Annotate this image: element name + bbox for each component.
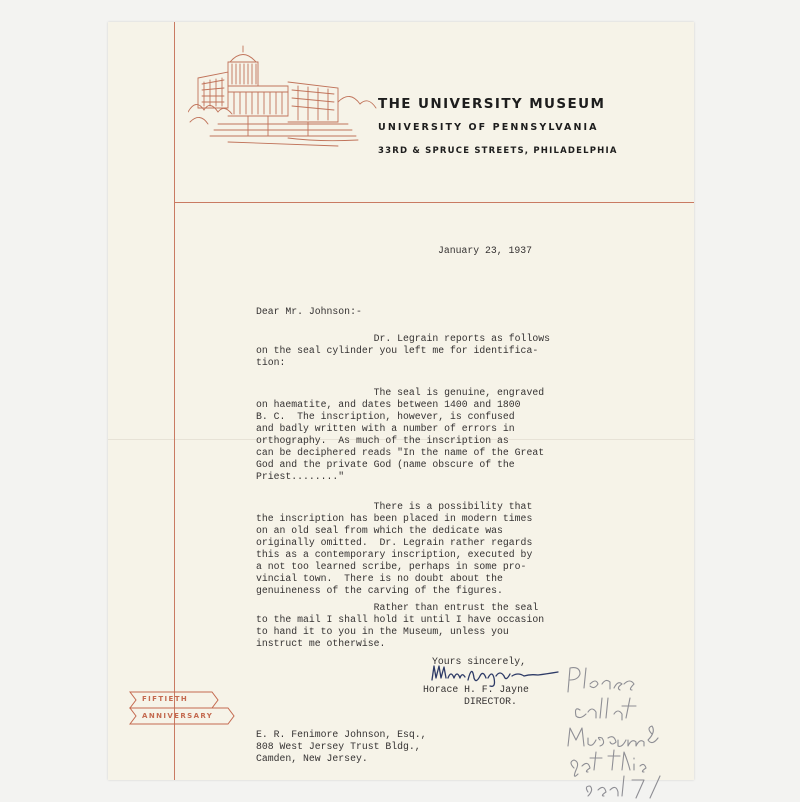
museum-name: THE UNIVERSITY MUSEUM: [378, 96, 606, 112]
letterhead-rule: [174, 202, 694, 203]
recipient-address: E. R. Fenimore Johnson, Esq., 808 West Jersey Trust Bldg., Camden, New Jersey.: [256, 729, 427, 764]
anniversary-badge: [122, 690, 240, 726]
handwritten-note: [560, 662, 670, 802]
letter-date: January 23, 1937: [438, 245, 533, 256]
salutation: Dear Mr. Johnson:-: [256, 306, 362, 317]
signer-name: Horace H. F. Jayne: [423, 684, 529, 695]
body-paragraph: There is a possibility that the inscription has been placed in modern times on an old seal from which the dedicate was originally omitted. Dr. Legrain rather regards this as a contemporary inscription, executed by a not too learned scribe, perhaps in some pro- vincial town. There is no doubt about the genuineness of the carving of the figures.: [256, 501, 533, 596]
closing: Yours sincerely,: [432, 656, 527, 667]
body-paragraph: The seal is genuine, engraved on haematite, and dates between 1400 and 1800 B. C. The inscription, however, is confused and badly written with a number of errors in orthography. As much of the inscription as can be deciphered reads "In the name of the Great God and the private God (name obscure of the Priest........": [256, 387, 545, 482]
signature: [426, 654, 566, 688]
body-paragraph: Rather than entrust the seal to the mail I shall hold it until I have occasion to hand it to you in the Museum, unless you instruct me otherwise.: [256, 602, 545, 649]
university-name: UNIVERSITY OF PENNSYLVANIA: [378, 122, 599, 133]
museum-building-illustration: [188, 42, 378, 152]
margin-rule-vertical: [174, 22, 175, 780]
body-paragraph: Dr. Legrain reports as follows on the seal cylinder you left me for identifica- tion:: [256, 333, 550, 368]
badge-line-2: ANNIVERSARY: [142, 712, 214, 720]
badge-line-1: FIFTIETH: [142, 695, 189, 703]
letter-page: [108, 22, 694, 780]
museum-address: 33RD & SPRUCE STREETS, PHILADELPHIA: [378, 146, 618, 156]
signer-title: DIRECTOR.: [464, 696, 517, 707]
